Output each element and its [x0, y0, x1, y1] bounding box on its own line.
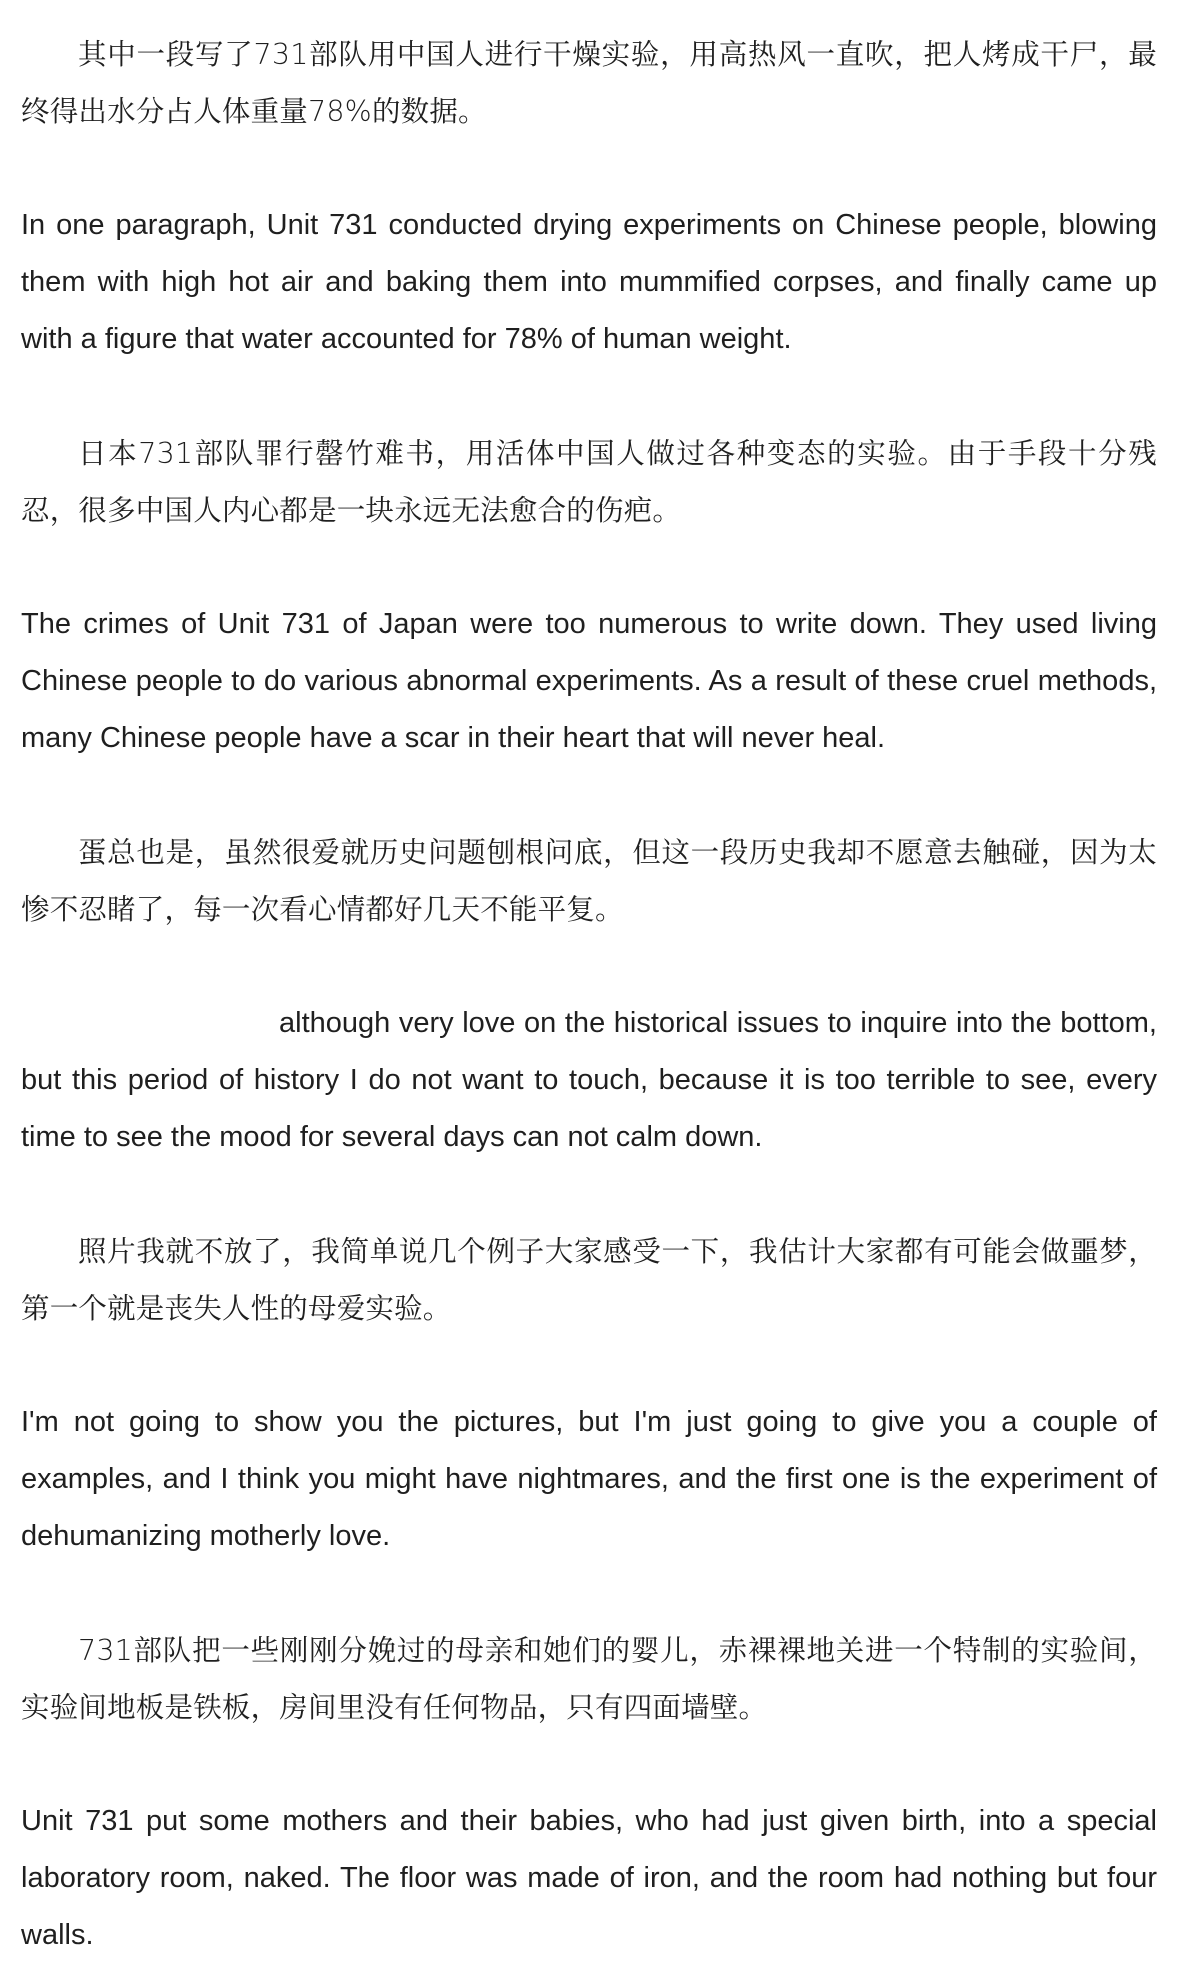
paragraph-zh-3: 蛋总也是，虽然很爱就历史问题刨根问底，但这一段历史我却不愿意去触碰，因为太惨不忍睹了，每一次看心情都好几天不能平复。: [21, 836, 1157, 926]
paragraph-en-3: although very love on the historical issues to inquire into the bottom, but this period of history I do not want to touch, because it is too terrible to see, every time to see the mood for several days can not calm down.: [21, 1007, 1157, 1153]
paragraph-zh-1: 其中一段写了731部队用中国人进行干燥实验，用高热风一直吹，把人烤成干尸，最终得出水分占人体重量78%的数据。: [21, 38, 1157, 128]
paragraph-zh-2: 日本731部队罪行罄竹难书，用活体中国人做过各种变态的实验。由于手段十分残忍，很多中国人内心都是一块永远无法愈合的伤疤。: [21, 437, 1157, 527]
paragraph-zh-5: 731部队把一些刚刚分娩过的母亲和她们的婴儿，赤裸裸地关进一个特制的实验间，实验间地板是铁板，房间里没有任何物品，只有四面墙壁。: [21, 1634, 1157, 1724]
paragraph-en-5: Unit 731 put some mothers and their babies, who had just given birth, into a special laboratory room, naked. The floor was made of iron, and the room had nothing but four walls.: [21, 1805, 1157, 1951]
paragraph-en-2: The crimes of Unit 731 of Japan were too numerous to write down. They used living Chinese people to do various abnormal experiments. As a result of these cruel methods, many Chinese people have a scar in their heart that will never heal.: [21, 608, 1157, 754]
paragraph-zh-4: 照片我就不放了，我简单说几个例子大家感受一下，我估计大家都有可能会做噩梦，第一个就是丧失人性的母爱实验。: [21, 1235, 1157, 1325]
paragraph-en-4: I'm not going to show you the pictures, but I'm just going to give you a couple of examples, and I think you might have nightmares, and the first one is the experiment of dehumanizing motherly love.: [21, 1406, 1157, 1552]
paragraph-en-1: In one paragraph, Unit 731 conducted drying experiments on Chinese people, blowing them with high hot air and baking them into mummified corpses, and finally came up with a figure that water accounted for 78% of human weight.: [21, 209, 1157, 355]
